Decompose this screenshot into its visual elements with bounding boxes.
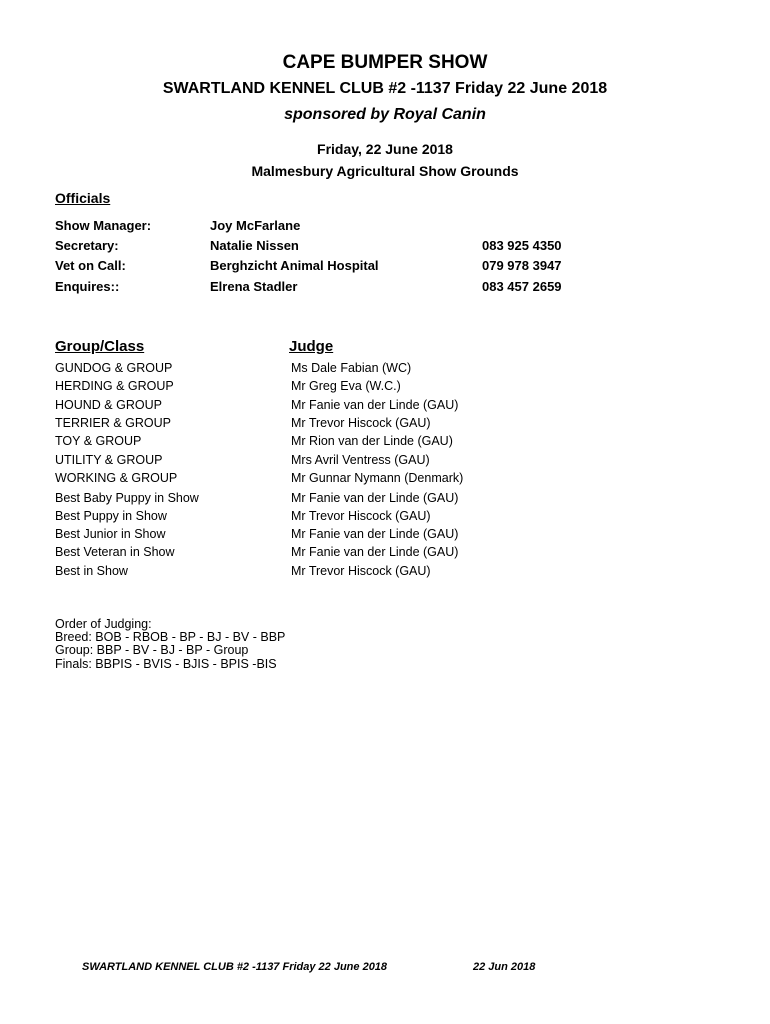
official-role: Enquires:: <box>55 279 120 294</box>
judge-cell: Mr Rion van der Linde (GAU) <box>291 434 453 448</box>
judge-cell: Ms Dale Fabian (WC) <box>291 361 412 375</box>
page-title: CAPE BUMPER SHOW <box>282 52 488 73</box>
group-class-cell: WORKING & GROUP <box>55 471 178 485</box>
judge-cell: Mr Fanie van der Linde (GAU) <box>291 545 459 559</box>
judge-cell: Mr Fanie van der Linde (GAU) <box>291 491 459 505</box>
group-class-cell: Best Puppy in Show <box>55 509 167 523</box>
official-phone: 083 457 2659 <box>482 279 562 294</box>
judge-cell: Mr Fanie van der Linde (GAU) <box>291 398 459 412</box>
show-date: Friday, 22 June 2018 <box>317 141 453 157</box>
judge-cell: Mr Trevor Hiscock (GAU) <box>291 416 431 430</box>
group-class-cell: UTILITY & GROUP <box>55 453 163 467</box>
officials-heading: Officials <box>55 190 111 206</box>
group-class-heading: Group/Class <box>55 338 145 355</box>
page-subtitle: SWARTLAND KENNEL CLUB #2 -1137 Friday 22 June 2018 <box>162 80 608 97</box>
group-class-cell: TOY & GROUP <box>55 434 142 448</box>
group-class-cell: Best Baby Puppy in Show <box>55 491 199 505</box>
official-role: Show Manager: <box>55 218 152 233</box>
group-class-cell: GUNDOG & GROUP <box>55 361 173 375</box>
group-class-cell: TERRIER & GROUP <box>55 416 171 430</box>
official-role: Secretary: <box>55 238 119 253</box>
judge-cell: Mr Trevor Hiscock (GAU) <box>291 509 431 523</box>
group-class-cell: Best Junior in Show <box>55 527 166 541</box>
judge-cell: Mr Fanie van der Linde (GAU) <box>291 527 459 541</box>
footer-date: 22 Jun 2018 <box>473 961 536 973</box>
show-venue: Malmesbury Agricultural Show Grounds <box>251 163 519 179</box>
order-line-group: Group: BBP - BV - BJ - BP - Group <box>55 643 249 657</box>
judge-cell: Mr Gunnar Nymann (Denmark) <box>291 471 464 485</box>
order-line-finals: Finals: BBPIS - BVIS - BJIS - BPIS -BIS <box>55 657 277 671</box>
official-phone: 079 978 3947 <box>482 258 562 273</box>
judge-cell: Mr Greg Eva (W.C.) <box>291 379 401 393</box>
sponsor-line: sponsored by Royal Canin <box>284 106 486 123</box>
group-class-cell: HOUND & GROUP <box>55 398 162 412</box>
judge-heading: Judge <box>289 338 334 355</box>
official-role: Vet on Call: <box>55 258 126 273</box>
group-class-cell: HERDING & GROUP <box>55 379 174 393</box>
group-class-cell: Best Veteran in Show <box>55 545 175 559</box>
official-name: Natalie Nissen <box>210 238 299 253</box>
official-phone: 083 925 4350 <box>482 238 562 253</box>
group-class-cell: Best in Show <box>55 564 128 578</box>
footer-title: SWARTLAND KENNEL CLUB #2 -1137 Friday 22 June 2018 <box>82 961 388 973</box>
judge-cell: Mrs Avril Ventress (GAU) <box>291 453 430 467</box>
official-name: Berghzicht Animal Hospital <box>210 258 379 273</box>
order-line-breed: Breed: BOB - RBOB - BP - BJ - BV - BBP <box>55 630 286 644</box>
order-heading: Order of Judging: <box>55 617 152 631</box>
official-name: Joy McFarlane <box>210 218 301 233</box>
official-name: Elrena Stadler <box>210 279 298 294</box>
judge-cell: Mr Trevor Hiscock (GAU) <box>291 564 431 578</box>
